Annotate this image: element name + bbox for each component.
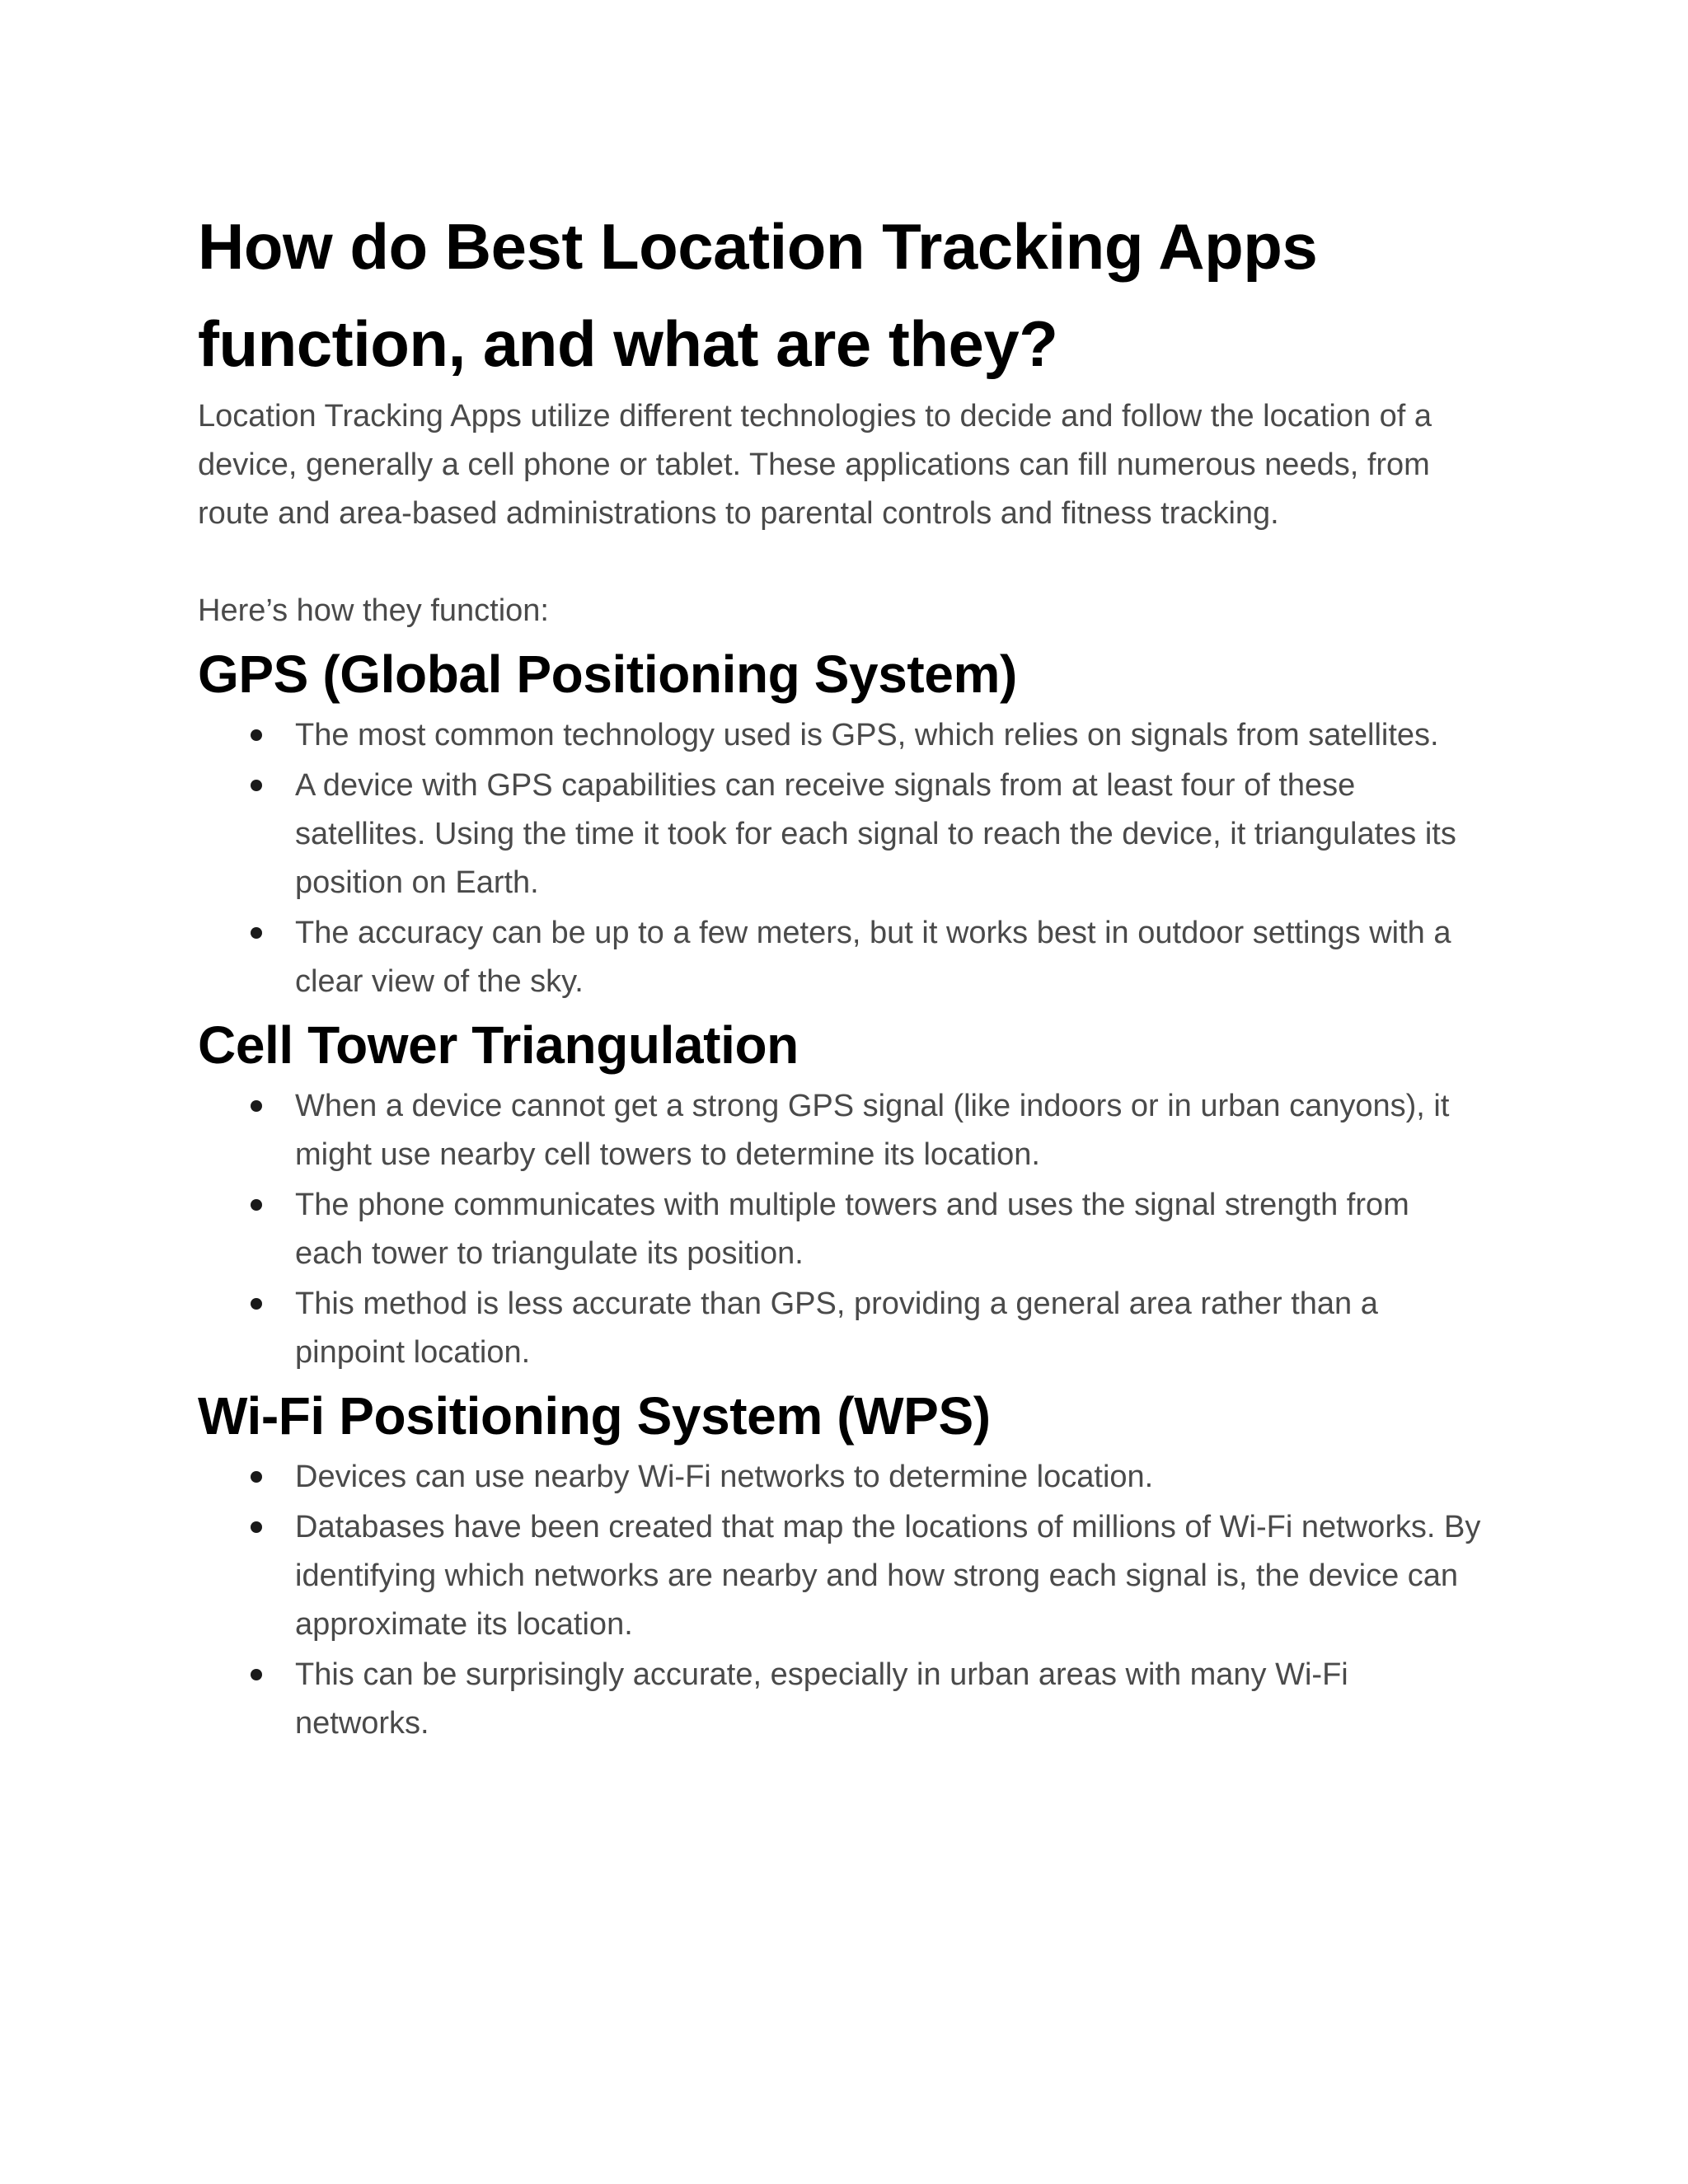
bullet-list bbox=[198, 711, 1484, 1006]
section-heading: Cell Tower Triangulation bbox=[198, 1015, 799, 1075]
bullet-icon bbox=[251, 1298, 262, 1310]
list-item-text: This can be surprisingly accurate, especially in urban areas with many Wi-Fi networks. bbox=[295, 1657, 1348, 1741]
bullet-icon bbox=[251, 1199, 262, 1211]
section-cell-tower bbox=[198, 1010, 1484, 1377]
bullet-icon bbox=[251, 1100, 262, 1112]
list-item-text: The phone communicates with multiple towers and uses the signal strength from each tower to triangulate its position. bbox=[295, 1188, 1409, 1271]
bullet-list bbox=[198, 1453, 1484, 1748]
list-item-text: The accuracy can be up to a few meters, but it works best in outdoor settings with a clear view of the sky. bbox=[295, 916, 1451, 999]
list-item bbox=[198, 1651, 1484, 1748]
list-item-text: When a device cannot get a strong GPS signal (like indoors or in urban canyons), it might use nearby cell towers to determine its location. bbox=[295, 1089, 1450, 1172]
bullet-icon bbox=[251, 927, 262, 939]
list-item bbox=[198, 1082, 1484, 1179]
bullet-icon bbox=[251, 729, 262, 741]
list-item bbox=[198, 1453, 1484, 1502]
list-item bbox=[198, 711, 1484, 760]
list-item-text: Devices can use nearby Wi-Fi networks to determine location. bbox=[295, 1460, 1154, 1494]
bullet-icon bbox=[251, 1521, 262, 1533]
page-title: How do Best Location Tracking Apps function, and what are they? bbox=[198, 210, 1318, 380]
section-wps bbox=[198, 1380, 1484, 1748]
list-item-text: This method is less accurate than GPS, providing a general area rather than a pinpoint location. bbox=[295, 1286, 1378, 1370]
list-item-text: A device with GPS capabilities can receive signals from at least four of these satellites. Using the time it took for each signal to reach the device, it triangulates its position on Earth. bbox=[295, 768, 1456, 900]
bullet-icon bbox=[251, 780, 262, 791]
bullet-icon bbox=[251, 1669, 262, 1680]
section-heading: Wi-Fi Positioning System (WPS) bbox=[198, 1386, 991, 1446]
bullet-icon bbox=[251, 1471, 262, 1483]
intro-paragraph: Location Tracking Apps utilize different technologies to decide and follow the location of a device, generally a cell phone or tablet. These applications can fill numerous needs, from route and area-based administrations to parental controls and fitness tracking. bbox=[198, 399, 1432, 531]
lead-paragraph: Here’s how they function: bbox=[198, 593, 549, 628]
section-heading: GPS (Global Positioning System) bbox=[198, 644, 1017, 704]
list-item bbox=[198, 1181, 1484, 1278]
bullet-list bbox=[198, 1082, 1484, 1377]
list-item bbox=[198, 1503, 1484, 1649]
section-gps bbox=[198, 639, 1484, 1006]
list-item bbox=[198, 762, 1484, 907]
list-item bbox=[198, 1280, 1484, 1377]
document-page bbox=[198, 198, 1484, 1750]
list-item bbox=[198, 909, 1484, 1006]
list-item-text: The most common technology used is GPS, which relies on signals from satellites. bbox=[295, 718, 1439, 752]
list-item-text: Databases have been created that map the locations of millions of Wi-Fi networks. By identifying which networks are nearby and how strong each signal is, the device can approximate its location. bbox=[295, 1510, 1481, 1642]
